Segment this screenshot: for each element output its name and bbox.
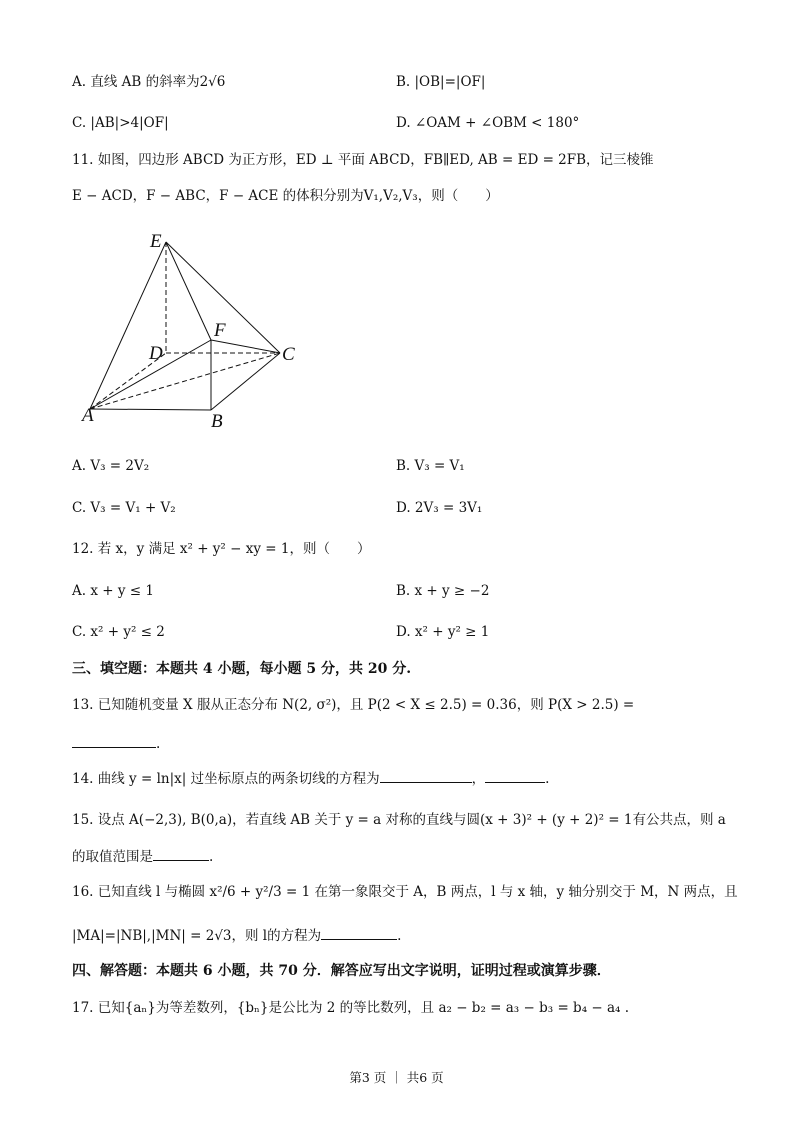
q16-stem-line2 xyxy=(72,925,401,946)
q10-option-a: A. 直线 AB 的斜率为2√6 xyxy=(72,74,226,90)
q13-answer-line xyxy=(72,733,160,754)
q11-option-a: A. V₃ = 2V₂ xyxy=(72,458,150,474)
q15-period: . xyxy=(209,849,214,865)
q10-option-c: C. |AB|>4|OF| xyxy=(72,115,169,131)
label-a: A xyxy=(82,405,94,426)
q14-stem: 14. 曲线 y = ln|x| 过坐标原点的两条切线的方程为 xyxy=(72,771,380,787)
q13-answer-blank xyxy=(72,733,156,748)
q11-stem-line2: E − ACD，F − ABC，F − ACE 的体积分别为V₁,V₂,V₃，则（ ） xyxy=(72,188,499,204)
q14-answer-blank-1 xyxy=(380,768,472,783)
q15-stem-line1: 15. 设点 A(−2,3), B(0,a)，若直线 AB 关于 y = a 对称的直线与圆(x + 3)² + (y + 2)² = 1有公共点，则 a xyxy=(72,812,726,828)
q15-range-text: 的取值范围是 xyxy=(72,849,153,865)
edge-bc xyxy=(211,353,280,410)
edge-fc xyxy=(211,340,280,353)
q16-stem-line1: 16. 已知直线 l 与椭圆 x²/6 + y²/3 = 1 在第一象限交于 A，B 两点，l 与 x 轴，y 轴分别交于 M，N 两点，且 xyxy=(72,884,738,900)
q10-option-b: B. |OB|=|OF| xyxy=(396,74,486,90)
q12-option-a: A. x + y ≤ 1 xyxy=(72,583,154,599)
section-4-heading: 四、解答题：本题共 6 小题，共 70 分．解答应写出文字说明，证明过程或演算步骤． xyxy=(72,963,611,979)
q12-stem: 12. 若 x，y 满足 x² + y² − xy = 1，则（ ） xyxy=(72,541,371,557)
q13-period: . xyxy=(156,736,161,752)
edge-ac-hidden xyxy=(90,353,280,409)
q11-option-c: C. V₃ = V₁ + V₂ xyxy=(72,500,176,516)
q12-option-b: B. x + y ≥ −2 xyxy=(396,583,490,599)
section-3-heading: 三、填空题：本题共 4 小题，每小题 5 分，共 20 分. xyxy=(72,661,412,677)
q14-separator: ， xyxy=(471,771,486,787)
q14-period: . xyxy=(545,771,550,787)
q16-answer-blank xyxy=(321,925,397,940)
label-c: C xyxy=(282,344,295,365)
label-e: E xyxy=(150,231,162,252)
q16-condition-text: |MA|=|NB|,|MN| = 2√3，则 l的方程为 xyxy=(72,928,322,944)
edge-ab xyxy=(90,409,211,410)
edge-ef xyxy=(166,242,211,340)
q11-pyramid-figure xyxy=(80,228,310,433)
q11-option-d: D. 2V₃ = 3V₁ xyxy=(396,500,483,516)
label-f: F xyxy=(214,320,226,341)
q15-answer-blank xyxy=(153,846,209,861)
q16-period: . xyxy=(397,928,402,944)
q13-stem: 13. 已知随机变量 X 服从正态分布 N(2, σ²)，且 P(2 < X ≤ 2.5) = 0.36，则 P(X > 2.5) = xyxy=(72,697,635,713)
q14-answer-blank-2 xyxy=(485,768,545,783)
q17-stem: 17. 已知{aₙ}为等差数列，{bₙ}是公比为 2 的等比数列，且 a₂ − b₂ = a₃ − b₃ = b₄ − a₄ . xyxy=(72,1000,630,1016)
label-d: D xyxy=(149,343,163,364)
q14-line xyxy=(72,768,549,789)
page-footer: 第3 页 ｜ 共6 页 xyxy=(349,1070,444,1085)
q15-stem-line2 xyxy=(72,846,213,867)
q12-option-c: C. x² + y² ≤ 2 xyxy=(72,624,165,640)
q11-option-b: B. V₃ = V₁ xyxy=(396,458,465,474)
q10-option-d: D. ∠OAM + ∠OBM < 180° xyxy=(396,115,580,131)
label-b: B xyxy=(211,411,223,432)
q11-stem-line1: 11. 如图，四边形 ABCD 为正方形，ED ⊥ 平面 ABCD，FB∥ED, AB = ED = 2FB，记三棱锥 xyxy=(72,152,654,168)
edge-ea xyxy=(90,242,166,409)
q12-option-d: D. x² + y² ≥ 1 xyxy=(396,624,490,640)
